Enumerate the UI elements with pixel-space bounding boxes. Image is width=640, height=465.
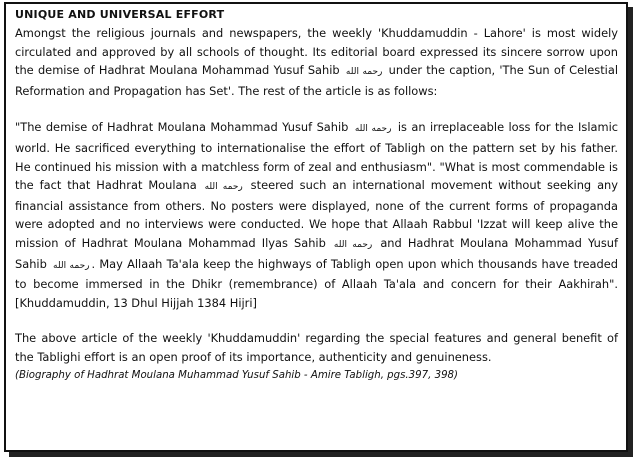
heading: UNIQUE AND UNIVERSAL EFFORT — [15, 8, 225, 21]
quote-text-3: steered such an international movement without seeking any financial assistance from others. No posters were displayed, none of the current forms of propaganda were adopted and no interviews were conducted. We hope that Allaah Rabbul 'Izzat will keep alive the mission of Hadhrat Moulana Mohammad Ilyas Sahib — [15, 178, 619, 250]
citation: (Biography of Hadhrat Moulana Muhammad Yusuf Sahib - Amire Tabligh, pgs.397, 398) — [15, 369, 459, 381]
honorific-2: رحمه الله — [354, 124, 392, 135]
quote-text-1: "The demise of Hadhrat Moulana Mohammad Yusuf Sahib — [15, 120, 349, 135]
intro-text-2: under the caption, 'The Sun of Celestial Reformation and Propagation has Set'. The rest of the article is as follows: — [15, 63, 618, 98]
conclusion-paragraph: The above article of the weekly 'Khuddamuddin' regarding the special features and general benefit of the Tablighi effort is an open proof of its importance, authenticity and genuineness. — [15, 331, 618, 364]
honorific-1: رحمه الله — [345, 67, 383, 78]
quote-text-4: and Hadhrat Moulana Mohammad Yusuf Sahib — [15, 235, 618, 271]
spacer — [15, 100, 618, 118]
quote-paragraph — [15, 118, 618, 312]
intro-text-1: Amongst the religious journals and newspapers, the weekly 'Khuddamuddin - Lahore' is most widely circulated and approved by all schools of thought. Its editorial board expressed its sincere sorrow upon the demise of Hadhrat Moulana Mohammad Yusuf Sahib — [15, 26, 618, 78]
quote-text-2: is an irreplaceable loss for the Islamic world. He sacrificed everything to internationalise the effort of Tabligh on the pattern set by his father. He continued his mission with a matchless form of zeal and enthusiasm". "What is most commendable is the fact that Hadhrat Moulana — [15, 120, 619, 193]
spacer — [15, 312, 618, 329]
honorific-4: رحمه الله — [333, 239, 373, 250]
intro-paragraph — [15, 24, 618, 100]
article-box — [4, 2, 628, 452]
quote-text-5: . May Allaah Ta'ala keep the highways of Tabligh open upon which thousands have treaded to become immersed in the Dhikr (remembrance) of Allaah Ta'ala and concern for their Aakhirah". [Khuddamuddin, 13 Dhul Hijjah 1384 Hijri] — [15, 256, 618, 310]
honorific-3: رحمه الله — [204, 182, 243, 193]
honorific-5: رحمه الله — [53, 260, 90, 271]
